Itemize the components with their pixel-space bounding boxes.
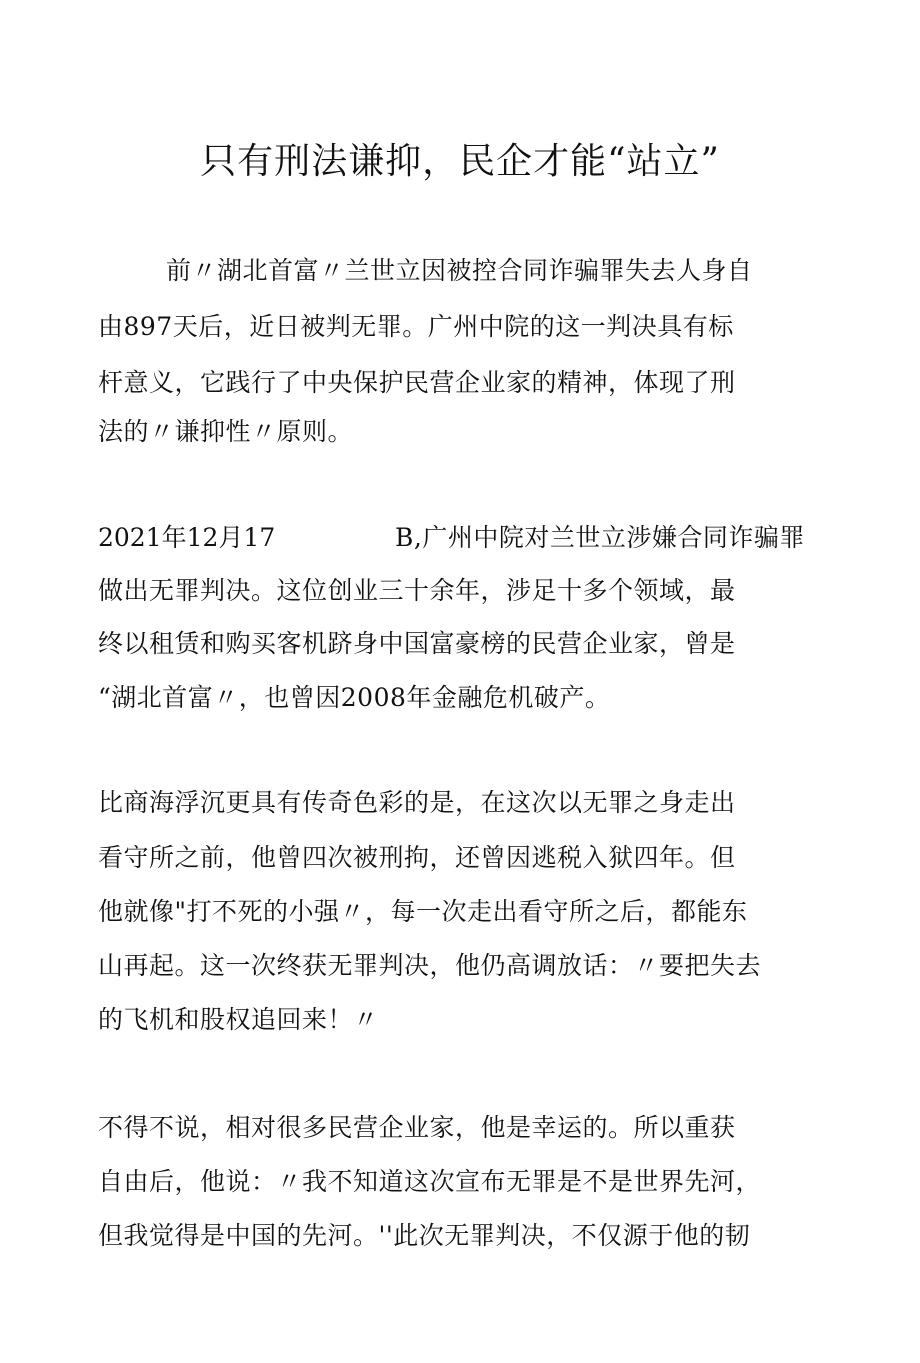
paragraph-3-line-1: 比商海浮沉更具有传奇色彩的是，在这次以无罪之身走出 <box>98 788 736 817</box>
paragraph-4-line-2: 自由后，他说：〃我不知道这次宣布无罪是不是世界先河， <box>98 1167 762 1196</box>
paragraph-3-line-2: 看守所之前，他曾四次被刑拘，还曾因逃税入狱四年。但 <box>98 843 736 872</box>
paragraph-4-line-1: 不得不说，相对很多民营企业家，他是幸运的。所以重获 <box>98 1113 736 1142</box>
paragraph-3-line-3: 他就像"打不死的小强〃，每一次走出看守所之后，都能东 <box>98 897 748 926</box>
paragraph-1-line-2: 由897天后，近日被判无罪。广州中院的这一判决具有标 <box>98 312 734 341</box>
article-title: 只有刑法谦抑，民企才能“站立” <box>200 141 720 182</box>
paragraph-2-line-2: 做出无罪判决。这位创业三十余年，涉足十多个领域，最 <box>98 576 736 605</box>
paragraph-2-date: 2021年12月17 <box>98 523 276 552</box>
paragraph-1-line-1: 前〃湖北首富〃兰世立因被控合同诈骗罪失去人身自 <box>166 256 753 285</box>
paragraph-3-line-4: 山再起。这一次终获无罪判决，他仍高调放话：〃要把失去 <box>98 951 762 980</box>
paragraph-3-line-5: 的飞机和股权追回来！〃 <box>98 1005 379 1034</box>
paragraph-2-line-4: “湖北首富〃，也曾因2008年金融危机破产。 <box>98 683 611 712</box>
paragraph-1-line-4: 法的〃谦抑性〃原则。 <box>98 417 354 446</box>
paragraph-4-line-3: 但我觉得是中国的先河。''此次无罪判决，不仅源于他的韧 <box>98 1221 751 1250</box>
paragraph-2-line-3: 终以租赁和购买客机跻身中国富豪榜的民营企业家，曾是 <box>98 629 736 658</box>
paragraph-2-line-1-rest: B,广州中院对兰世立涉嫌合同诈骗罪 <box>395 523 805 552</box>
paragraph-1-line-3: 杆意义，它践行了中央保护民营企业家的精神，体现了刑 <box>98 368 736 397</box>
